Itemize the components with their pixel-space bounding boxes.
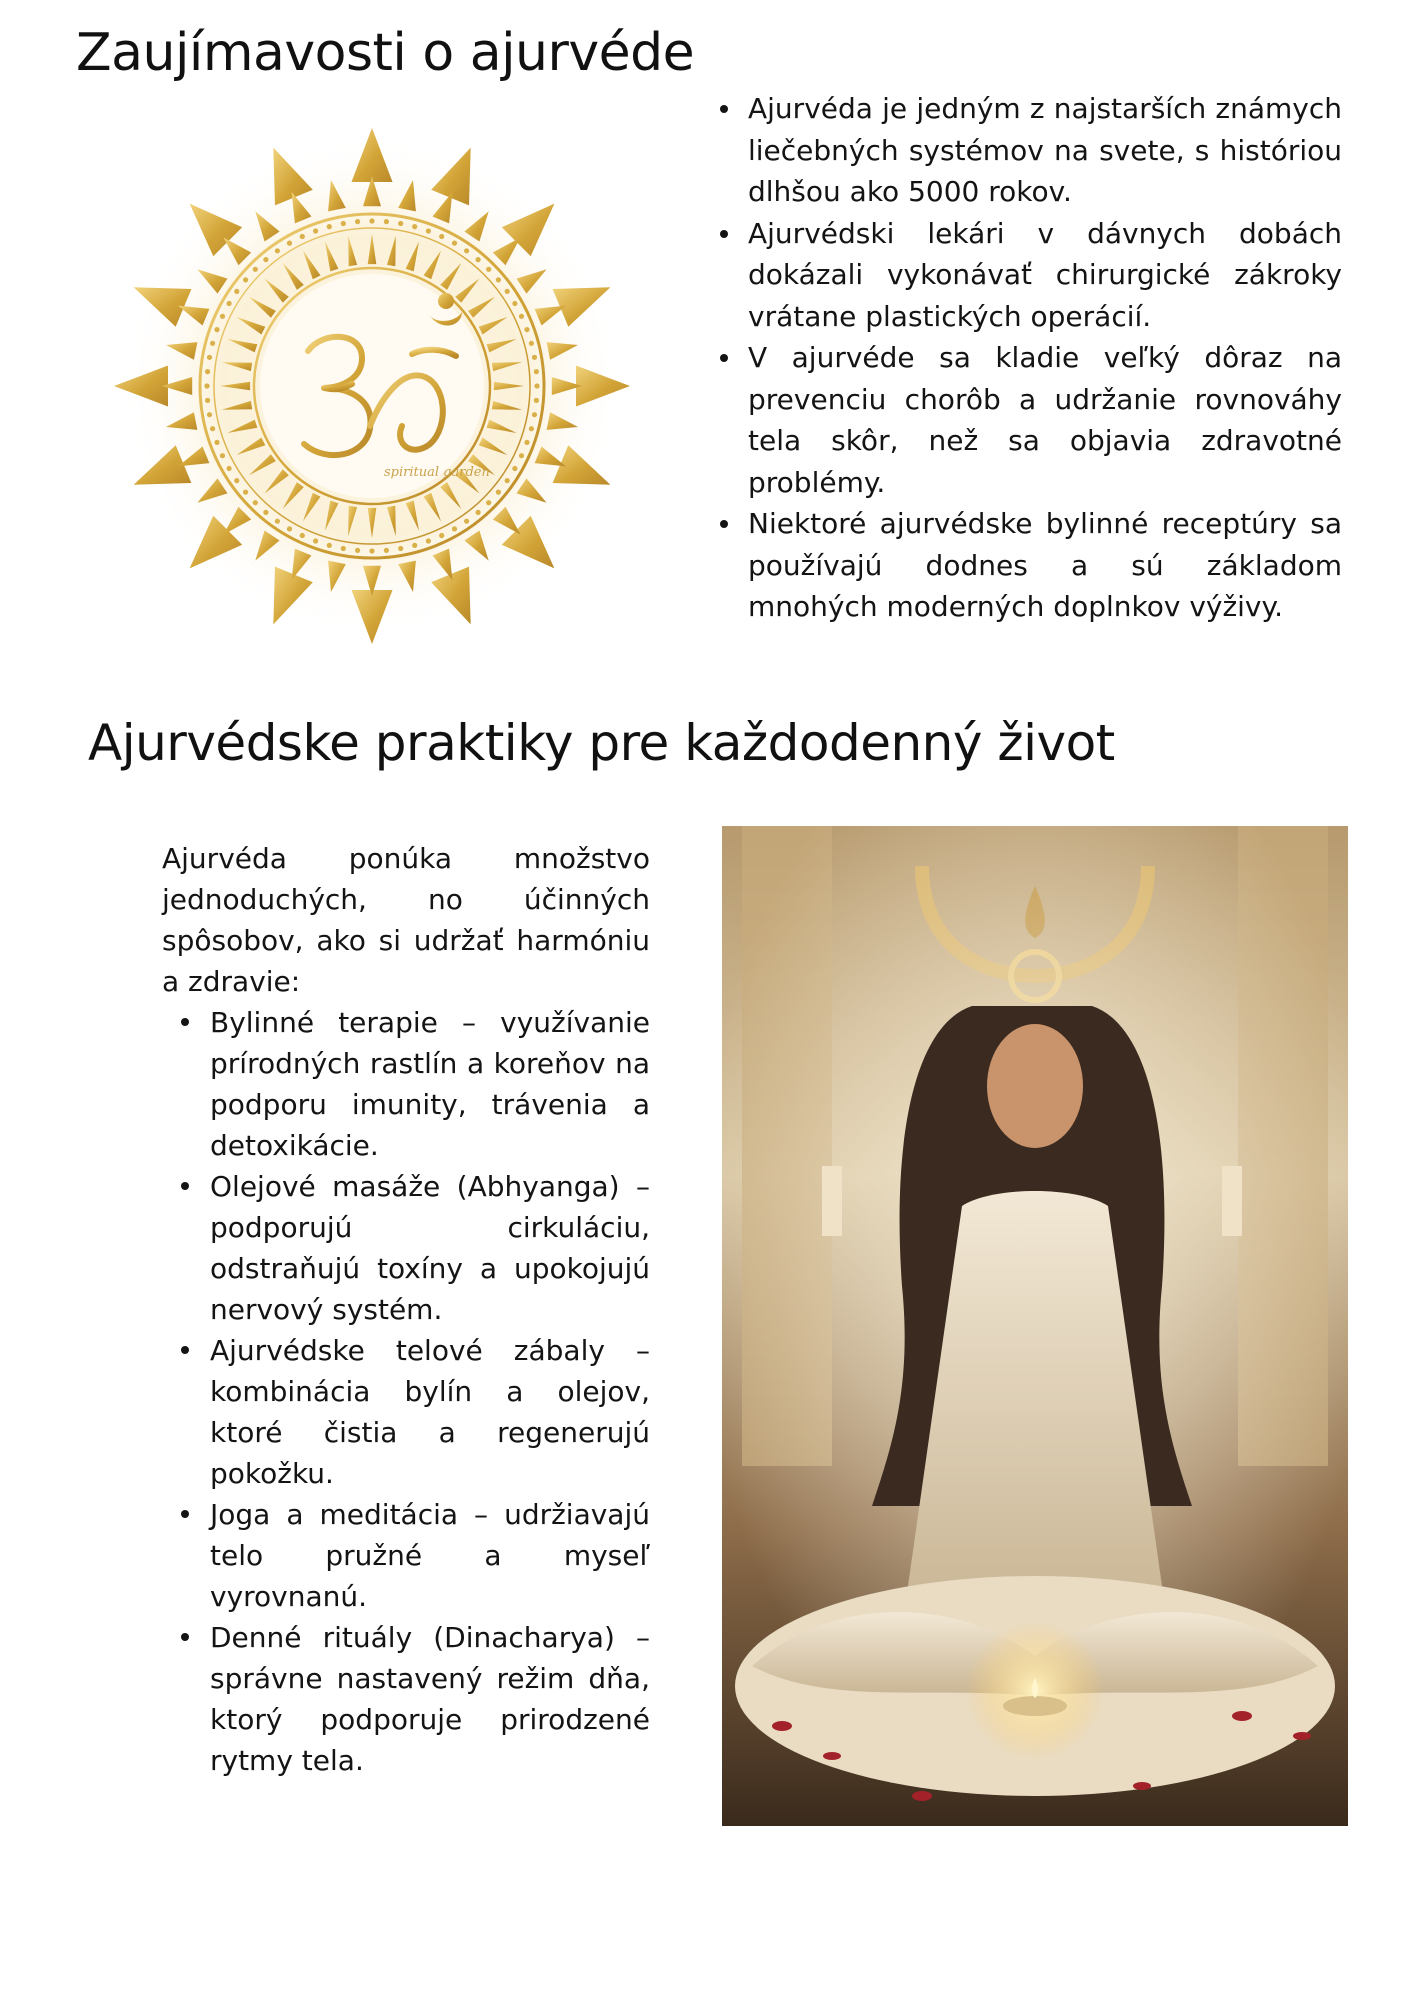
practices-intro: Ajurvéda ponúka množstvo jednoduchých, no účinných spôsobov, ako si udržať harmóniu a zdravie:: [162, 842, 650, 998]
mandala-dot: [369, 218, 374, 223]
practice-item: Ajurvédske telové zábaly – kombinácia bylín a olejov, ktoré čistia a regenerujú pokožku.: [210, 1330, 650, 1494]
mandala-dot: [426, 228, 431, 233]
mandala-dot: [253, 267, 258, 272]
mandala-dot: [327, 224, 332, 229]
logo-signature: spiritual garden: [384, 465, 490, 480]
mandala-dot: [464, 248, 469, 253]
mandala-dot: [532, 355, 537, 360]
mandala-dot: [313, 228, 318, 233]
mandala-dot: [287, 526, 292, 531]
mandala-dot: [287, 241, 292, 246]
practices-list: [162, 1002, 650, 1781]
mandala-dot: [253, 500, 258, 505]
mandala-dot: [452, 241, 457, 246]
mandala-dot: [476, 510, 481, 515]
mandala-dot: [464, 519, 469, 524]
mandala-dot: [341, 546, 346, 551]
mandala-dot: [524, 327, 529, 332]
mandala-dot: [524, 440, 529, 445]
practice-item: Denné rituály (Dinacharya) – správne nastavený režim dňa, ktorý podporuje prirodzené rytmy tela.: [210, 1617, 650, 1781]
mandala-dot: [220, 314, 225, 319]
mandala-dot: [227, 301, 232, 306]
mandala-dot: [207, 412, 212, 417]
section-title-practices: Ajurvédske praktiky pre každodenný život: [88, 714, 1115, 772]
mandala-dot: [439, 533, 444, 538]
mandala-dot: [355, 219, 360, 224]
mandala-dot: [327, 543, 332, 548]
mandala-dot: [398, 221, 403, 226]
mandala-dot: [476, 257, 481, 262]
om-mandala-icon: [112, 126, 632, 646]
mandala-dot: [486, 500, 491, 505]
mandala-dot: [534, 369, 539, 374]
mandala-dot: [529, 341, 534, 346]
mandala-dot: [205, 398, 210, 403]
practice-item: Joga a meditácia – udržiavajú telo pružné a myseľ vyrovnanú.: [210, 1494, 650, 1617]
mandala-dot: [234, 478, 239, 483]
mandala-dot: [243, 490, 248, 495]
mandala-dot: [529, 426, 534, 431]
mandala-dot: [519, 314, 524, 319]
mandala-dot: [275, 248, 280, 253]
mandala-dot: [426, 538, 431, 543]
mandala-dot: [227, 466, 232, 471]
mandala-dot: [210, 341, 215, 346]
mandala-dot: [505, 478, 510, 483]
mandala-dot: [205, 369, 210, 374]
mandala-dot: [398, 546, 403, 551]
mandala-dot: [534, 383, 539, 388]
mandala-dot: [355, 548, 360, 553]
mandala-dot: [313, 538, 318, 543]
practice-item: Olejové masáže (Abhyanga) – podporujú cirkuláciu, odstraňujú toxíny a upokojujú nervový systém.: [210, 1166, 650, 1330]
mandala-dot: [452, 526, 457, 531]
mandala-dot: [369, 548, 374, 553]
mandala-dot: [234, 289, 239, 294]
mandala-dot: [275, 519, 280, 524]
mandala-dot: [263, 510, 268, 515]
mandala-dot: [300, 234, 305, 239]
mandala-dot: [263, 257, 268, 262]
mandala-dot: [519, 453, 524, 458]
practice-item: Bylinné terapie – využívanie prírodných rastlín a koreňov na podporu imunity, trávenia a detoxikácie.: [210, 1002, 650, 1166]
mandala-dot: [486, 267, 491, 272]
mandala-dot: [243, 277, 248, 282]
mandala-dot: [496, 490, 501, 495]
mandala-dot: [412, 224, 417, 229]
mandala-dot: [207, 355, 212, 360]
mandala-dot: [214, 440, 219, 445]
fact-item: V ajurvéde sa kladie veľký dôraz na prevenciu chorôb a udržanie rovnováhy tela skôr, než sa objavia zdravotné problémy.: [748, 337, 1342, 503]
mandala-dot: [512, 466, 517, 471]
mandala-dot: [512, 301, 517, 306]
fact-item: Ajurvédski lekári v dávnych dobách dokázali vykonávať chirurgické zákroky vrátane plastických operácií.: [748, 213, 1342, 338]
mandala-dot: [534, 398, 539, 403]
mandala-dot: [220, 453, 225, 458]
mandala-dot: [384, 548, 389, 553]
mandala-dot: [210, 426, 215, 431]
mandala-dot: [204, 383, 209, 388]
mandala-dot: [384, 219, 389, 224]
mandala-dot: [532, 412, 537, 417]
mandala-dot: [496, 277, 501, 282]
facts-list: [712, 88, 1342, 628]
fact-item: Niektoré ajurvédske bylinné receptúry sa používajú dodnes a sú základom mnohých moderných doplnkov výživy.: [748, 503, 1342, 628]
mandala-dot: [214, 327, 219, 332]
meditating-woman-photo: [722, 826, 1348, 1826]
section-title-facts: Zaujímavosti o ajurvéde: [76, 23, 695, 83]
mandala-dot: [412, 543, 417, 548]
mandala-dot: [505, 289, 510, 294]
fact-item: Ajurvéda je jedným z najstarších známych liečebných systémov na svete, s históriou dlhšou ako 5000 rokov.: [748, 88, 1342, 213]
mandala-dot: [439, 234, 444, 239]
mandala-dot: [300, 533, 305, 538]
mandala-dot: [341, 221, 346, 226]
